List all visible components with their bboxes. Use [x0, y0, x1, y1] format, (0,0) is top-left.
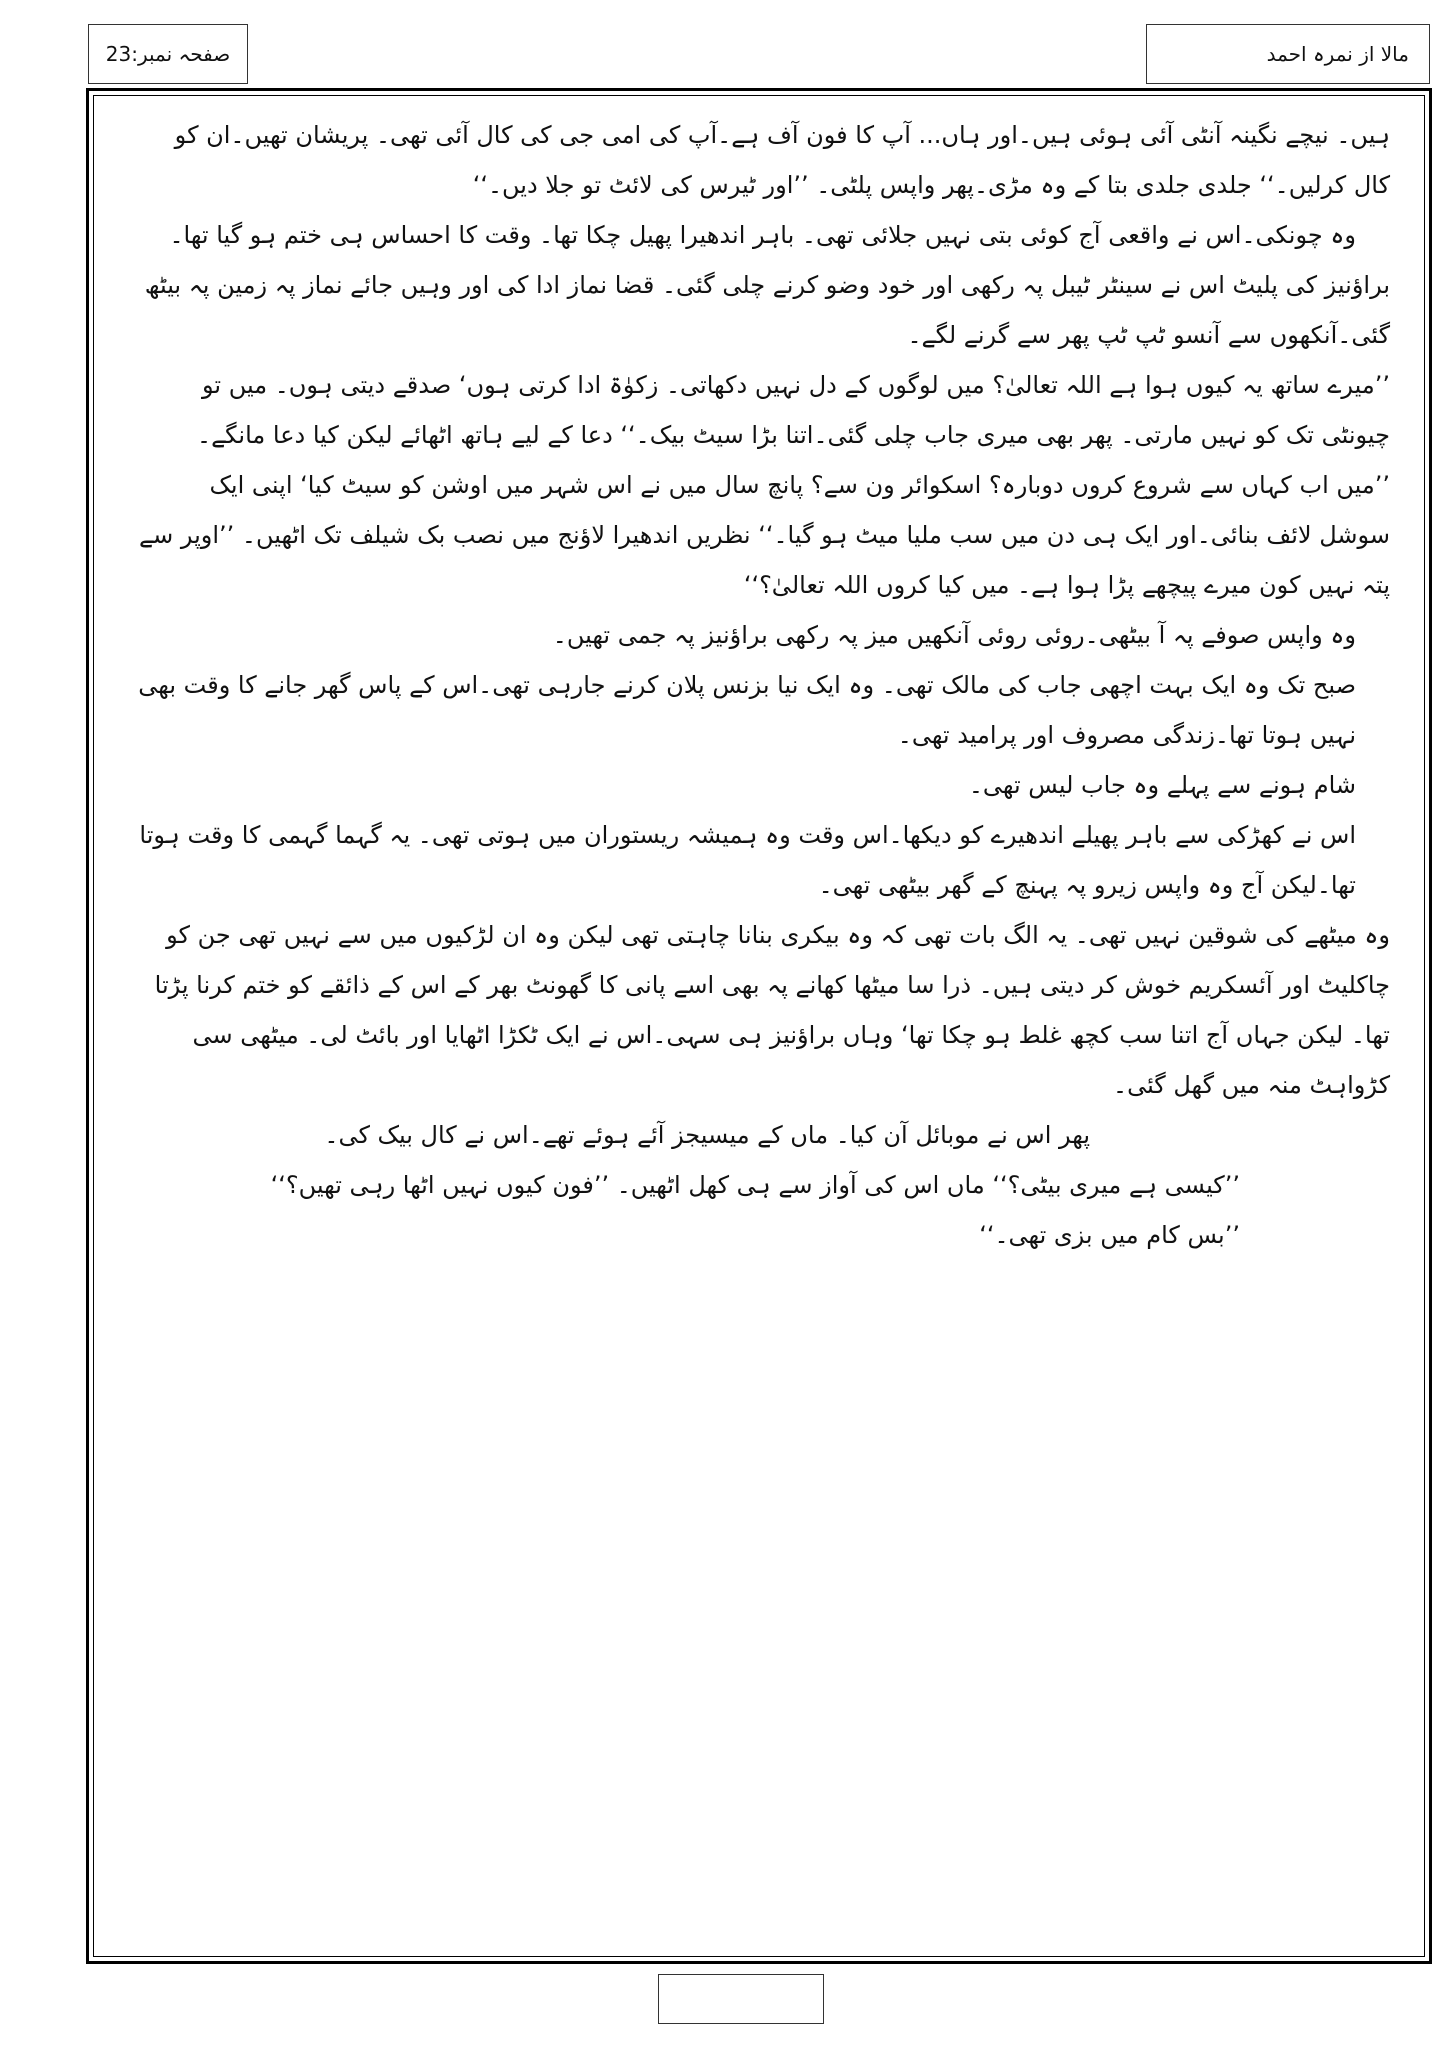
paragraph: ’’میرے ساتھ یہ کیوں ہوا ہے اللہ تعالیٰ؟ میں لوگوں کے دل نہیں دکھاتی۔ زکوٰۃ ادا کرتی ہوں‘ صدقے دیتی ہوں۔ میں تو چیونٹی تک کو نہیں مارتی۔ پھر بھی میری جاب چلی گئی۔اتنا بڑا سیٹ بیک۔‘‘ دعا کے لیے ہاتھ اٹھائے لیکن کیا دعا مانگے۔ ’’میں اب کہاں سے شروع کروں دوبارہ؟ اسکوائر ون سے؟ پانچ سال میں نے اس شہر میں اوشن کو سیٹ کیا‘ اپنی ایک سوشل لائف بنائی۔اور ایک ہی دن میں سب ملیا میٹ ہو گیا۔‘‘ نظریں اندھیرا لاؤنج میں نصب بک شیلف تک اٹھیں۔ ’’اوپر سے پتہ نہیں کون میرے پیچھے پڑا ہوا ہے۔ میں کیا کروں اللہ تعالیٰ؟‘‘ [139, 371, 1390, 599]
page-number-box [88, 24, 248, 84]
paragraph: اس نے کھڑکی سے باہر پھیلے اندھیرے کو دیکھا۔اس وقت وہ ہمیشہ ریستوران میں ہوتی تھی۔ یہ گہما گہمی کا وقت ہوتا تھا۔لیکن آج وہ واپس زیرو پہ پہنچ کے گھر بیٹھی تھی۔ [139, 821, 1356, 899]
paragraph: ’’بس کام میں بزی تھی۔‘‘ [979, 1221, 1240, 1249]
paragraph: وہ میٹھے کی شوقین نہیں تھی۔ یہ الگ بات تھی کہ وہ بیکری بنانا چاہتی تھی لیکن وہ ان لڑکیوں میں سے نہیں تھی جن کو چاکلیٹ اور آئسکریم خوش کر دیتی ہیں۔ ذرا سا میٹھا کھانے پہ بھی اسے پانی کا گھونٹ بھر کے اس کے ذائقے کو ختم کرنا پڑتا تھا۔ لیکن جہاں آج اتنا سب کچھ غلط ہو چکا تھا‘ وہاں براؤنیز ہی سہی۔اس نے ایک ٹکڑا اٹھایا اور بائٹ لی۔ میٹھی سی کڑواہٹ منہ میں گھل گئی۔ [154, 921, 1390, 1099]
paragraph: ہیں۔ نیچے نگینہ آنٹی آئی ہوئی ہیں۔اور ہاں... آپ کا فون آف ہے۔آپ کی امی جی کی کال آئی تھی۔ پریشان تھیں۔ان کو کال کرلیں۔‘‘ جلدی جلدی بتا کے وہ مڑی۔پھر واپس پلٹی۔ ’’اور ٹیرس کی لائٹ تو جلا دیں۔‘‘ [174, 121, 1390, 199]
footer-box [658, 1974, 824, 2024]
paragraph: ’’کیسی ہے میری بیٹی؟‘‘ ماں اس کی آواز سے ہی کھل اٹھیں۔ ’’فون کیوں نہیں اٹھا رہی تھیں؟‘‘ [270, 1171, 1240, 1199]
story-text [138, 110, 1390, 1260]
author-title-box [1146, 24, 1430, 84]
paragraph: شام ہونے سے پہلے وہ جاب لیس تھی۔ [968, 771, 1356, 799]
paragraph: وہ واپس صوفے پہ آ بیٹھی۔روئی روئی آنکھیں میز پہ رکھی براؤنیز پہ جمی تھیں۔ [552, 621, 1356, 649]
paragraph: براؤنیز کی پلیٹ اس نے سینٹر ٹیبل پہ رکھی اور خود وضو کرنے چلی گئی۔ قضا نماز ادا کی اور وہیں جائے نماز پہ زمین پہ بیٹھ گئی۔آنکھوں سے آنسو ٹپ ٹپ پھر سے گرنے لگے۔ [144, 271, 1390, 349]
page-number-label: صفحہ نمبر:23 [105, 42, 231, 66]
paragraph: وہ چونکی۔اس نے واقعی آج کوئی بتی نہیں جلائی تھی۔ باہر اندھیرا پھیل چکا تھا۔ وقت کا احساس ہی ختم ہو گیا تھا۔ [169, 221, 1356, 249]
paragraph: صبح تک وہ ایک بہت اچھی جاب کی مالک تھی۔ وہ ایک نیا بزنس پلان کرنے جارہی تھی۔اس کے پاس گھر جانے کا وقت بھی نہیں ہوتا تھا۔زندگی مصروف اور پرامید تھی۔ [138, 671, 1356, 749]
author-title: مالا از نمرہ احمد [1266, 42, 1409, 66]
paragraph: پھر اس نے موبائل آن کیا۔ ماں کے میسیجز آئے ہوئے تھے۔اس نے کال بیک کی۔ [324, 1121, 1090, 1149]
